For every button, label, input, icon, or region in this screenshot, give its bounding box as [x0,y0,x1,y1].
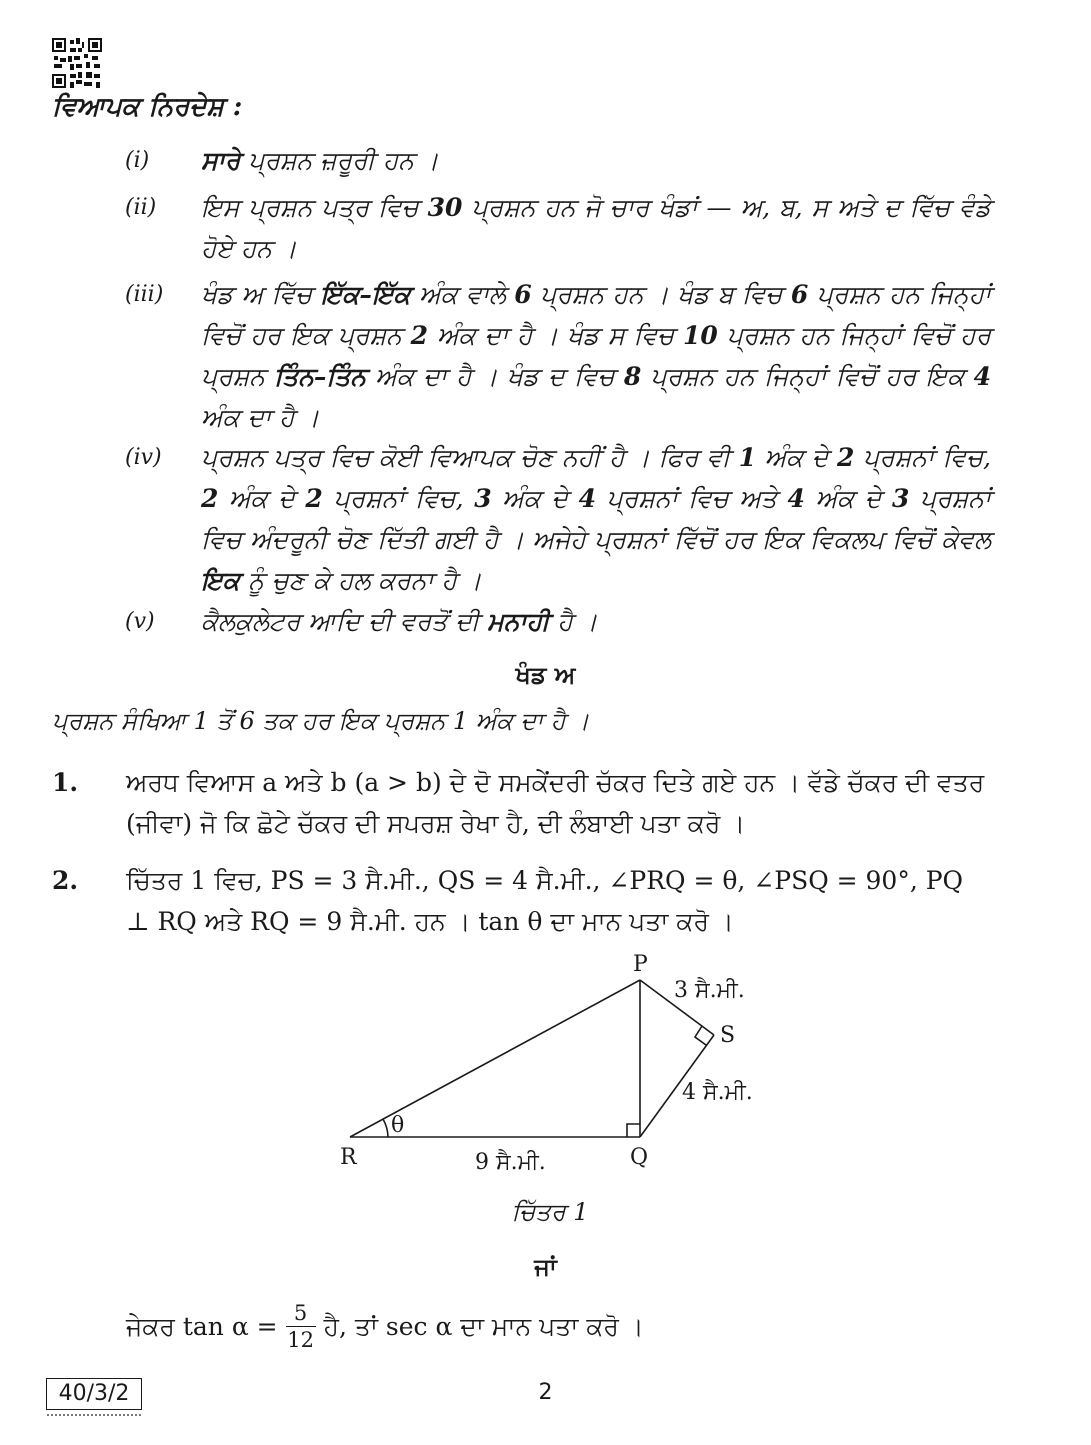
instruction-number: (ii) [125,195,157,220]
instruction-text [201,437,991,601]
text-run: ਪ੍ਰਸ਼ਨ ਹਨ ਜਿਨ੍ਹਾਂ ਵਿਚੋਂ ਹਰ ਪ੍ਰਸ਼ਨ [201,321,991,391]
emphasis-text: 2 [305,484,323,513]
emphasis-text: 10 [683,321,718,350]
emphasis-text: 2 [201,484,219,513]
instruction-number: (v) [125,609,155,634]
instruction-text [201,140,991,181]
emphasis-text: 6 [790,280,809,309]
text-run: ਅੰਕ ਦੇ [756,443,837,472]
or-label: ਜਾਂ [534,1252,557,1281]
length-RQ: 9 ਸੈ.ਮੀ. [475,1150,546,1175]
emphasis-text: ਸਾਰੇ [201,146,241,175]
text-run: ਪ੍ਰਸ਼ਨਾਂ ਵਿਚ, [854,443,991,472]
text-run: ਪ੍ਰਸ਼ਨ ਜ਼ਰੂਰੀ ਹਨ । [240,146,439,175]
emphasis-text: ਇਕ [201,566,240,595]
emphasis-text: 2 [836,443,855,472]
text-run: ਅੰਕ ਦੇ [491,484,579,513]
general-instructions-heading: ਵਿਆਪਕ ਨਿਰਦੇਸ਼ : [52,92,243,122]
qr-code-icon [52,38,102,88]
text-run: ਅੰਕ ਦੇ [218,484,306,513]
fraction-numerator: 5 [293,1301,308,1325]
fraction [286,1300,316,1353]
label-Q: Q [630,1145,649,1170]
text-run: ਅੰਕ ਦਾ ਹੈ । ਖੰਡ ਸ ਵਿਚ [428,321,684,350]
label-theta: θ [391,1113,405,1138]
instruction-number: (iii) [125,282,164,307]
text-run: ਪ੍ਰਸ਼ਨ ਹਨ । ਖੰਡ ਬ ਵਿਚ [531,280,791,309]
text-run: ਕੈਲਕੁਲੇਟਰ ਆਦਿ ਦੀ ਵਰਤੋਂ ਦੀ [201,607,488,636]
emphasis-text: 1 [738,443,757,472]
label-S: S [720,1023,736,1048]
emphasis-text: ਮਨਾਹੀ [487,607,550,636]
alt-question-prefix: ਜੇਕਰ tan α = [126,1311,278,1341]
instruction-text [201,601,991,642]
text-run: ਖੰਡ ਅ ਵਿੱਚ [201,280,321,309]
instruction-text [201,274,991,438]
label-R: R [340,1145,357,1170]
emphasis-text: 8 [623,362,642,391]
question-text: ਅਰਧ ਵਿਆਸ a ਅਤੇ b (a > b) ਦੇ ਦੋ ਸਮਕੇਂਦਰੀ ਚੱਕਰ ਦਿਤੇ ਗਏ ਹਨ । ਵੱਡੇ ਚੱਕਰ ਦੀ ਵਤਰ (ਜੀਵਾ) ਜੋ ਕਿ ਛੋਟੇ ਚੱਕਰ ਦੀ ਸਪਰਸ਼ ਰੇਖਾ ਹੈ, ਦੀ ਲੰਬਾਈ ਪਤਾ ਕਰੋ । [126,768,985,838]
text-run: ਪ੍ਰਸ਼ਨ ਹਨ ਜਿਨ੍ਹਾਂ ਵਿਚੋਂ ਹਰ ਇਕ [641,362,974,391]
text-run: ਪ੍ਰਸ਼ਨ ਪਤ੍ਰ ਵਿਚ ਕੋਈ ਵਿਆਪਕ ਚੋਣ ਨਹੀਂ ਹੈ । ਫਿਰ ਵੀ [201,443,739,472]
emphasis-text: 2 [410,321,429,350]
emphasis-text: 4 [787,484,805,513]
triangle-figure [330,945,790,1185]
figure-caption: ਚਿੱਤਰ 1 [511,1198,589,1226]
question-text: ਚਿੱਤਰ 1 ਵਿਚ, PS = 3 ਸੈ.ਮੀ., QS = 4 ਸੈ.ਮੀ., ∠PRQ = θ, ∠PSQ = 90°, PQ ⊥ RQ ਅਤੇ RQ = 9 ਸੈ.ਮੀ. ਹਨ । tan θ ਦਾ ਮਾਨ ਪਤਾ ਕਰੋ । [126,866,964,936]
text-run: ਪ੍ਰਸ਼ਨਾਂ ਵਿਚ ਅੰਦਰੂਨੀ ਚੋਣ ਦਿੱਤੀ ਗਈ ਹੈ । ਅਜੇਹੇ ਪ੍ਰਸ਼ਨਾਂ ਵਿੱਚੋਂ ਹਰ ਇਕ ਵਿਕਲਪ ਵਿਚੋਂ ਕੇਵਲ [201,484,991,554]
text-run: ਨੂੰ ਚੁਣ ਕੇ ਹਲ ਕਰਨਾ ਹੈ । [239,566,482,595]
theta-arc [383,1119,388,1137]
alternative-question [126,1300,644,1353]
paper-code: 40/3/2 [46,1378,142,1410]
text-run: ਅੰਕ ਦੇ [804,484,892,513]
alt-question-suffix: ਹੈ, ਤਾਂ sec α ਦਾ ਮਾਨ ਪਤਾ ਕਰੋ । [323,1311,644,1341]
text-run: ਅੰਕ ਵਾਲੇ [410,280,515,309]
emphasis-text: 4 [578,484,596,513]
emphasis-text: ਇੱਕ–ਇੱਕ [320,280,411,309]
text-run: ਪ੍ਰਸ਼ਨ ਹਨ ਜੋ ਚਾਰ ਖੰਡਾਂ — ਅ, ਬ, ਸ ਅਤੇ ਦ ਵਿੱਚ ਵੰਡੇ ਹੋਏ ਹਨ । [201,193,991,263]
length-PS: 3 ਸੈ.ਮੀ. [674,978,745,1003]
page-number: 2 [538,1380,553,1405]
emphasis-text: ਤਿੰਨ–ਤਿੰਨ [274,362,367,391]
section-title: ਖੰਡ ਅ [515,660,576,689]
emphasis-text: 30 [427,193,463,222]
text-run: ਪ੍ਰਸ਼ਨ ਹਨ ਜਿਨ੍ਹਾਂ ਵਿਚੋਂ ਹਰ ਇਕ ਪ੍ਰਸ਼ਨ [201,280,991,350]
question-number: 1. [52,768,79,797]
fraction-denominator: 12 [287,1328,314,1352]
question-number: 2. [52,866,79,895]
right-angle-mark-s [695,1026,706,1045]
right-angle-mark-q [627,1124,640,1137]
instruction-number: (i) [125,148,150,173]
emphasis-text: 3 [891,484,910,513]
length-QS: 4 ਸੈ.ਮੀ. [682,1080,753,1105]
section-note: ਪ੍ਰਸ਼ਨ ਸੰਖਿਆ 1 ਤੋਂ 6 ਤਕ ਹਰ ਇਕ ਪ੍ਰਸ਼ਨ 1 ਅੰਕ ਦਾ ਹੈ । [52,707,590,735]
emphasis-text: 3 [474,484,492,513]
text-run: ਹੈ । [549,607,598,636]
text-run: ਇਸ ਪ੍ਰਸ਼ਨ ਪਤ੍ਰ ਵਿਚ [201,193,428,222]
emphasis-text: 4 [973,362,991,391]
text-run: ਅੰਕ ਦਾ ਹੈ । [201,403,320,432]
text-run: ਪ੍ਰਸ਼ਨਾਂ ਵਿਚ, [322,484,475,513]
text-run: ਅੰਕ ਦਾ ਹੈ । ਖੰਡ ਦ ਵਿਚ [366,362,624,391]
label-P: P [633,952,648,977]
text-run: ਪ੍ਰਸ਼ਨਾਂ ਵਿਚ ਅਤੇ [596,484,788,513]
emphasis-text: 6 [514,280,532,309]
instruction-number: (iv) [125,445,162,470]
instruction-text [201,187,991,269]
